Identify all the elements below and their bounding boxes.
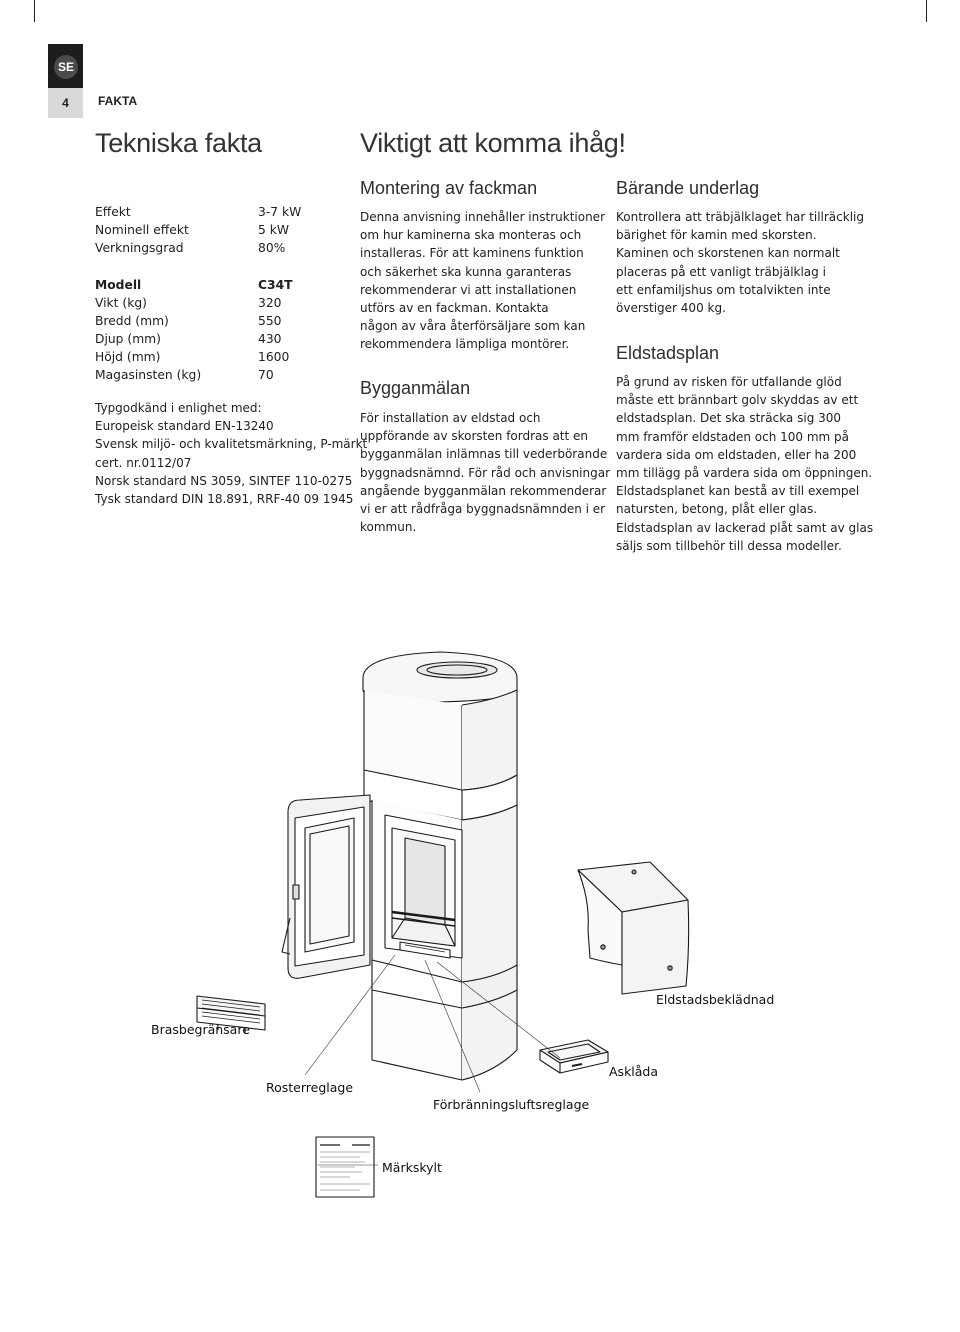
heading-bygganmalan: Bygganmälan: [360, 378, 471, 398]
approval-line: Tysk standard DIN 18.891, RRF-40 09 1945: [95, 492, 354, 507]
text-line: mm tillägg på vardera sida om öppningen.: [616, 466, 873, 481]
spec-label: Effekt: [95, 205, 131, 219]
model-label: Modell: [95, 278, 142, 292]
heading-eldstadsplan: Eldstadsplan: [616, 343, 720, 363]
text-line: mm framför eldstaden och 100 mm på: [616, 429, 850, 444]
spec-value: 430: [258, 332, 282, 346]
text-line: bygganmälan inlämnas till vederbörande: [360, 447, 608, 462]
spec-value: 5 kW: [258, 223, 290, 237]
spec-value: 3-7 kW: [258, 205, 302, 219]
text-line: vardera sida om eldstaden, eller ha 200: [616, 447, 857, 462]
label-brasbegransare: Brasbegränsare: [151, 1022, 250, 1037]
heading-montering: Montering av fackman: [360, 178, 538, 198]
text-line: bärighet för kamin med skorsten.: [616, 228, 817, 243]
text-line: uppförande av skorsten fordras att en: [360, 429, 589, 444]
spec-label: Djup (mm): [95, 332, 161, 346]
spec-label: Höjd (mm): [95, 350, 161, 364]
text-line: rekommenderar vi att installationen: [360, 282, 577, 297]
text-line: placeras på ett vanligt träbjälklag i: [616, 264, 826, 279]
label-forbranningsluftsreglage: Förbränningsluftsreglage: [433, 1097, 590, 1112]
text-line: någon av våra återförsäljare som kan: [360, 319, 586, 334]
spec-label: Nominell effekt: [95, 223, 189, 237]
text-line: angående bygganmälan rekommenderar: [360, 483, 607, 498]
spec-label: Vikt (kg): [95, 296, 147, 310]
markskylt-part: [316, 1137, 374, 1197]
spec-label: Verkningsgrad: [95, 241, 184, 255]
spec-value: 70: [258, 368, 274, 382]
text-line: kommun.: [360, 520, 417, 535]
approval-line: Europeisk standard EN-13240: [95, 419, 274, 434]
heading-barande: Bärande underlag: [616, 178, 760, 198]
stove-door: [282, 795, 370, 978]
page-number: 4: [62, 96, 69, 110]
label-asklada: Asklåda: [609, 1064, 659, 1079]
text-line: eldstadsplan. Det ska sträcka sig 300: [616, 411, 842, 426]
approval-line: cert. nr.0112/07: [95, 455, 192, 470]
text-line: ett enfamiljshus om totalvikten inte: [616, 282, 831, 297]
label-markskylt: Märkskylt: [382, 1160, 442, 1175]
approval-line: Norsk standard NS 3059, SINTEF 110-0275: [95, 473, 353, 488]
spec-value: 320: [258, 296, 282, 310]
text-line: natursten, betong, plåt eller glas.: [616, 502, 818, 517]
approval-line: Svensk miljö- och kvalitetsmärkning, P-märkt: [95, 437, 368, 452]
spec-value: 1600: [258, 350, 290, 364]
asklada-part: [540, 1040, 608, 1073]
spec-value: 550: [258, 314, 282, 328]
text-line: utförs av en fackman. Kontakta: [360, 301, 549, 316]
text-line: om hur kaminerna ska monteras och: [360, 228, 582, 243]
spec-value: 80%: [258, 241, 286, 255]
language-badge: SE: [54, 55, 78, 79]
spec-label: Magasinsten (kg): [95, 368, 202, 382]
text-line: överstiger 400 kg.: [616, 301, 726, 316]
label-eldstadsbekladnad: Eldstadsbeklädnad: [656, 992, 775, 1007]
text-line: Eldstadsplan av lackerad plåt samt av glas: [616, 520, 874, 535]
text-line: Denna anvisning innehåller instruktioner: [360, 210, 605, 224]
model-value: C34T: [258, 278, 293, 292]
label-rosterreglage: Rosterreglage: [266, 1080, 354, 1095]
text-line: Kontrollera att träbjälklaget har tillräcklig: [616, 210, 864, 224]
approval-line: Typgodkänd i enlighet med:: [95, 401, 262, 415]
text-line: byggnadsnämnd. För råd och anvisningar: [360, 465, 611, 480]
spec-label: Bredd (mm): [95, 314, 169, 328]
text-line: För installation av eldstad och: [360, 411, 541, 425]
title-viktigt: Viktigt att komma ihåg!: [360, 128, 626, 158]
text-line: Eldstadsplanet kan bestå av till exempel: [616, 484, 860, 499]
firebox: [385, 815, 462, 958]
title-tekniska-fakta: Tekniska fakta: [95, 128, 262, 158]
text-line: måste ett brännbart golv skyddas av ett: [616, 393, 859, 408]
eldstadsbekladnad-part: [578, 862, 689, 994]
text-line: rekommendera lämpliga montörer.: [360, 337, 570, 352]
text-line: På grund av risken för utfallande glöd: [616, 375, 842, 389]
text-line: Kaminen och skorstenen kan normalt: [616, 246, 840, 261]
text-line: säljs som tillbehör till dessa modeller.: [616, 538, 842, 553]
text-line: installeras. För att kaminens funktion: [360, 246, 584, 261]
text-line: vi er att rådfråga byggnadsnämnden i er: [360, 502, 606, 517]
stove-upper-body: [364, 690, 517, 820]
section-label: FAKTA: [98, 94, 138, 108]
text-line: och säkerhet ska kunna garanteras: [360, 264, 572, 279]
